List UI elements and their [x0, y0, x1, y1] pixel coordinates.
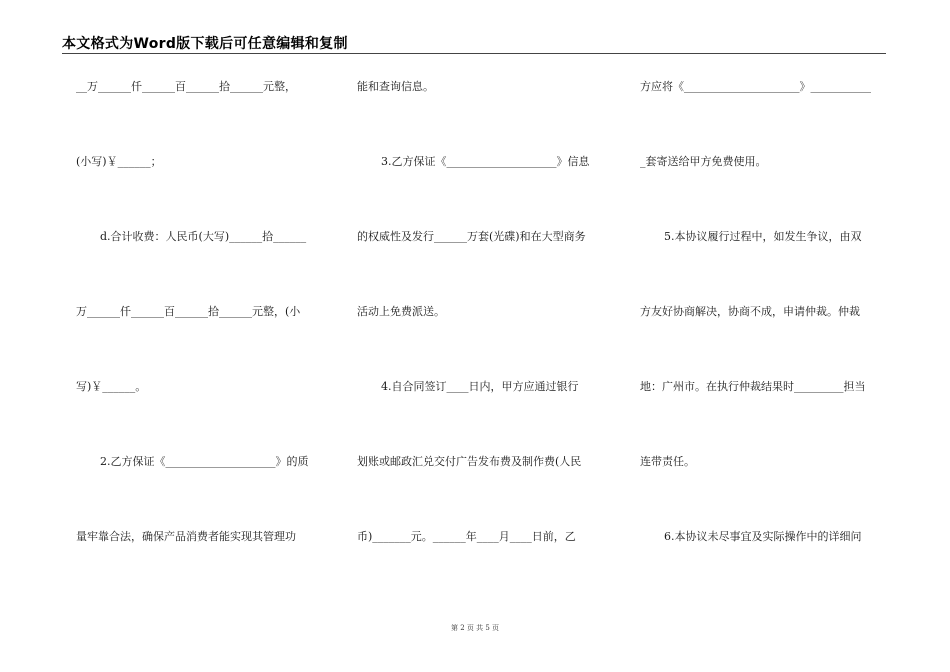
page-number: 第 2 页 共 5 页	[450, 624, 500, 632]
text-line: 地：广州市。在执行仲裁结果时_________担当	[640, 380, 866, 393]
text-line: 5.本协议履行过程中，如发生争议，由双	[664, 230, 862, 243]
text-line: __万______仟______百______拾______元整，	[76, 80, 296, 93]
text-line: 6.本协议未尽事宜及实际操作中的详细问	[664, 530, 862, 543]
text-line: d.合计收费：人民币(大写)______拾______	[100, 230, 307, 243]
text-line: 万______仟______百______拾______元整，(小	[76, 305, 301, 318]
text-line: 2.乙方保证《____________________》的质	[100, 455, 309, 468]
text-line: 活动上免费派送。	[357, 305, 445, 318]
text-line: 写)￥______。	[76, 380, 147, 393]
text-line: 量牢靠合法，确保产品消费者能实现其管理功	[76, 530, 296, 543]
text-line: 划账或邮政汇兑交付广告发布费及制作费(人民	[357, 455, 582, 468]
text-line: 4.自合同签订____日内，甲方应通过银行	[381, 380, 579, 393]
text-line: 方友好协商解决，协商不成，申请仲裁。仲裁	[640, 305, 860, 318]
text-line: 的权威性及发行______万套(光碟)和在大型商务	[357, 230, 586, 243]
text-line: 连带责任。	[640, 455, 695, 468]
text-line: (小写)￥______；	[76, 155, 162, 168]
text-line: 3.乙方保证《____________________》信息	[381, 155, 590, 168]
text-line: 能和查询信息。	[357, 80, 434, 93]
header-divider	[62, 53, 886, 54]
text-line: _套寄送给甲方免费使用。	[640, 155, 767, 168]
text-line: 方应将《_____________________》___________	[640, 80, 871, 93]
text-line: 币)_______元。______年____月____日前，乙	[357, 530, 576, 543]
document-header-title: 本文格式为Word版下载后可任意编辑和复制	[62, 36, 348, 52]
